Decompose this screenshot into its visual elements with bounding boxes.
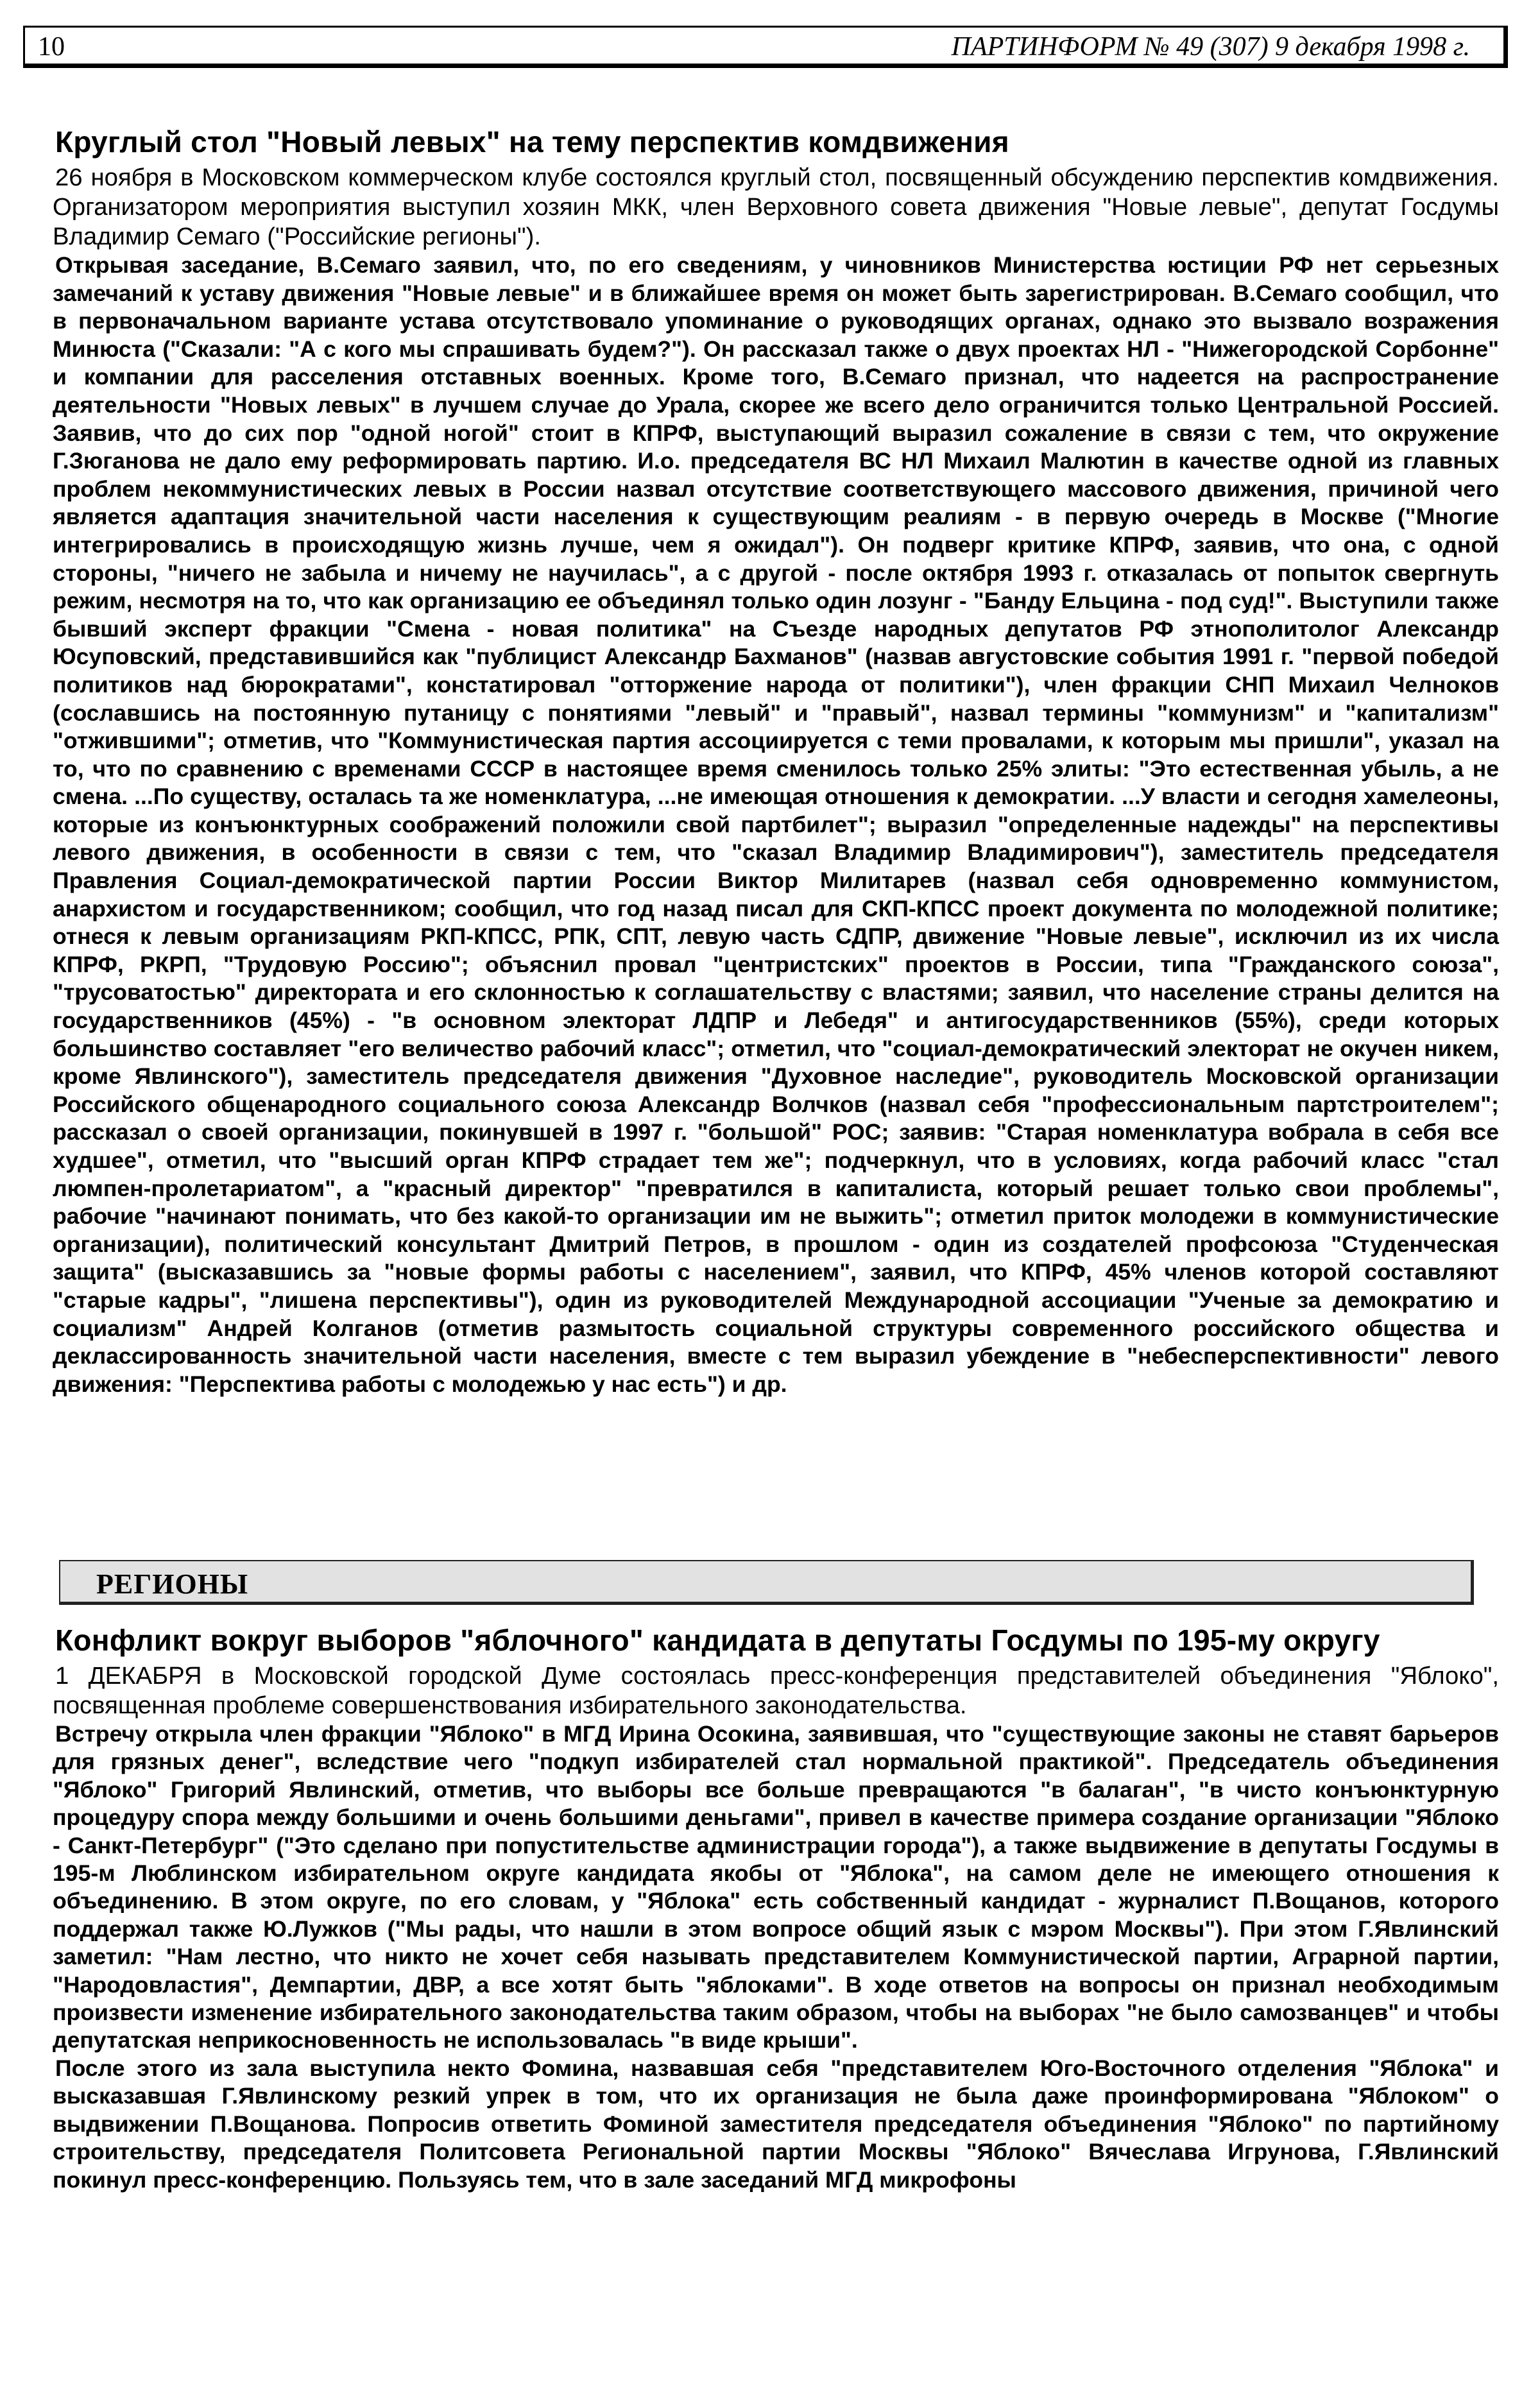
article-lead: 1 ДЕКАБРЯ в Московской городской Думе состоялась пресс-конференция представителей объединения "Яблоко", посвященная проблеме совершенствования избирательного законодательства. (53, 1662, 1499, 1719)
article-body-paragraph: После этого из зала выступила некто Фомина, назвавшая себя "представителем Юго-Восточного отделения "Яблока" и высказавшая Г.Явлинскому резкий упрек в том, что их организация не была даже проинформирована "Яблоком" о выдвижении П.Вощанова. Попросив ответить Фоминой заместителя председателя объединения "Яблоко" по партийному строительству, председателя Политсовета Региональной партии Москвы "Яблоко" Вячеслава Игрунова, Г.Явлинский покинул пресс-конференцию. Пользуясь тем, что в зале заседаний МГД микрофоны (53, 2055, 1499, 2193)
article-body-paragraph: Встречу открыла член фракции "Яблоко" в МГД Ирина Осокина, заявившая, что "существующие законы не ставят барьеров для грязных денег", вследствие чего "подкуп избирателей стал нормальной практикой". Председатель объединения "Яблоко" Григорий Явлинский, отметив, что выборы все больше превращаются "в балаган", "в чисто конъюнктурную процедуру спора между большими и очень большими деньгами", привел в качестве примера создание организации "Яблоко - Санкт-Петербург" ("Это сделано при попустительстве администрации города"), а также выдвижение в депутаты Госдумы в 195-м Люблинском избирательном округе кандидата якобы от "Яблока", на самом деле не имеющего отношения к объединению. В этом округе, по его словам, у "Яблока" есть собственный кандидат - журналист П.Вощанов, которого поддержал также Ю.Лужков ("Мы рады, что нашли в этом вопросе общий язык с мэром Москвы"). При этом Г.Явлинский заметил: "Нам лестно, что никто не хочет себя называть представителем Коммунистической партии, Аграрной партии, "Народовластия", Демпартии, ДВР, а все хотят быть "яблоками". В ходе ответов на вопросы он признал необходимым произвести изменение избирательного законодательства таким образом, чтобы на выборах "не было самозванцев" и чтобы депутатская неприкосновенность не использовалась "в виде крыши". (53, 1721, 1499, 2053)
issue-info: ПАРТИНФОРМ № 49 (307) 9 декабря 1998 г. (951, 32, 1470, 62)
article-body: Открывая заседание, В.Семаго заявил, что, по его сведениям, у чиновников Министерства юстиции РФ нет серьезных замечаний к уставу движения "Новые левые" и в ближайшее время он может быть зарегистрирован. В.Семаго сообщил, что в первоначальном варианте устава отсутствовало упоминание о руководящих органах, однако это вызвало возражения Минюста ("Сказали: "А с кого мы спрашивать будем?"). Он рассказал также о двух проектах НЛ - "Нижегородской Сорбонне" и компании для расселения отставных военных. Кроме того, В.Семаго признал, что надеется на распространение деятельности "Новых левых" в лучшем случае до Урала, скорее же всего дело ограничится только Центральной Россией. Заявив, что до сих пор "одной ногой" стоит в КПРФ, выступающий выразил сожаление в связи с тем, что окружение Г.Зюганова не дало ему реформировать партию. И.о. председателя ВС НЛ Михаил Малютин в качестве одной из главных проблем некоммунистических левых в России назвал отсутствие соответствующего массового движения, причиной чего является адаптация значительной части населения к существующим реалиям - в первую очередь в Москве ("Многие интегрировались в происходящую жизнь лучше, чем я ожидал"). Он подверг критике КПРФ, заявив, что она, с одной стороны, "ничего не забыла и ничему не научилась", а с другой - после октября 1993 г. отказалась от попыток свергнуть режим, несмотря на то, что как организацию ее объединял только один лозунг - "Банду Ельцина - под суд!". Выступили также бывший эксперт фракции "Смена - новая политика" на Съезде народных депутатов РФ этнополитолог Александр Юсуповский, представившийся как "публицист Александр Бахманов" (назвав августовские события 1991 г. "первой победой политиков над бюрократами", констатировал "отторжение народа от политики"), член фракции СНП Михаил Челноков (сославшись на постоянную путаницу с понятиями "левый" и "правый", назвал термины "коммунизм" и "капитализм" "отжившими"; отметив, что "Коммунистическая партия ассоциируется с теми провалами, к которым мы пришли", указал на то, что по сравнению с временами СССР в настоящее время сменилось только 25% элиты: "Это естественная убыль, а не смена. ...По существу, осталась та же номенклатура, ...не имеющая отношения к демократии. ...У власти и сегодня хамелеоны, которые из конъюнктурных соображений положили свой партбилет"; выразил "определенные надежды" на перспективы левого движения, в особенности в связи с тем, что "сказал Владимир Владимирович"), заместитель председателя Правления Социал-демократической партии России Виктор Милитарев (назвал себя одновременно коммунистом, анархистом и государственником; сообщил, что год назад писал для СКП-КПСС проект документа по молодежной политике; отнеся к левым организациям РКП-КПСС, РПК, СПТ, левую часть СДПР, движение "Новые левые", исключил из их числа КПРФ, РКРП, "Трудовую Россию"; объяснил провал "центристских" проектов в России, типа "Гражданского союза", "трусоватостью" директората и его склонностью к соглашательству с властями; заявил, что население страны делится на государственников (45%) - "в основном электорат ЛДПР и Лебедя" и антигосударственников (55%), среди которых большинство составляет "его величество рабочий класс"; отметил, что "социал-демократический электорат не окучен никем, кроме Явлинского"), заместитель председателя движения "Духовное наследие", руководитель Московской организации Российского общенародного социального союза Александр Волчков (назвал себя "профессиональным партстроителем"; рассказал о своей организации, покинувшей в 1997 г. "большой" РОС; заявив: "Старая номенклатура вобрала в себя все худшее", отметил, что "высший орган КПРФ страдает тем же"; подчеркнул, что в условиях, когда рабочий класс "стал люмпен-пролетариатом", а "красный директор" "превратился в капиталиста, который решает только свои проблемы", рабочие "начинают понимать, что без какой-то организации им не выжить"; отметил приток молодежи в коммунистические организации), политический консультант Дмитрий Петров, в прошлом - один из создателей профсоюза "Студенческая защита" (высказавшись за "новые формы работы с населением", заявил, что КПРФ, 45% членов которой составляют "старые кадры", "лишена перспективы"), один из руководителей Международной ассоциации "Ученые за демократию и социализм" Андрей Колганов (отметив размытость социальной структуры современного российского общества и деклассированность значительной части населения, вместе с тем выразил убеждение в "небесперспективности" левого движения: "Перспектива работы с молодежью у нас есть") и др. (53, 252, 1499, 1397)
article-title: Круглый стол "Новый левых" на тему перспектив комдвижения (55, 125, 1009, 159)
article-title: Конфликт вокруг выборов "яблочного" кандидата в депутаты Госдумы по 195-му округу (55, 1624, 1380, 1657)
page-header (23, 26, 1508, 68)
article-round-table (53, 122, 1499, 1398)
page-number: 10 (38, 32, 65, 62)
section-header (59, 1560, 1474, 1605)
article-yabloko-conflict (53, 1620, 1499, 2194)
section-title: РЕГИОНЫ (96, 1568, 249, 1600)
article-lead: 26 ноября в Московском коммерческом клубе состоялся круглый стол, посвященный обсуждению перспектив комдвижения. Организатором мероприятия выступил хозяин МКК, член Верховного совета движения "Новые левые", депутат Госдумы Владимир Семаго ("Российские регионы"). (53, 164, 1499, 250)
